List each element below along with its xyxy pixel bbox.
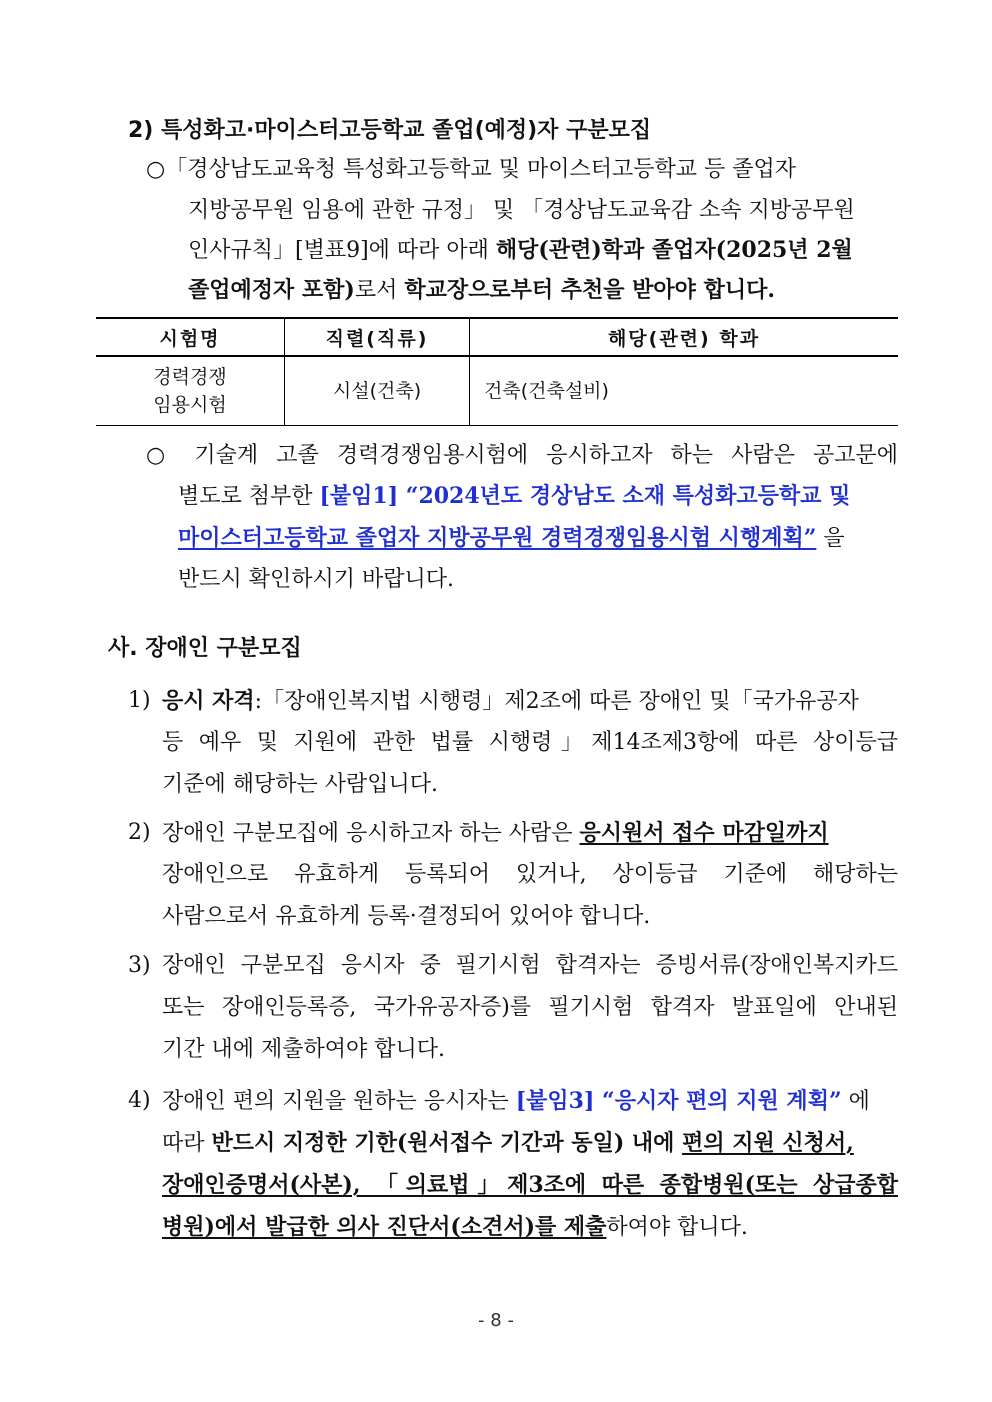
item2-number: 2): [128, 820, 151, 845]
subsection-title: 2) 특성화고·마이스터고등학교 졸업(예정)자 구분모집: [128, 118, 652, 143]
department-table: [96, 317, 898, 426]
item1-number: 1): [128, 688, 151, 713]
table-header: 해당(관련) 학과: [470, 318, 899, 356]
para2-line2: [178, 481, 850, 512]
item4-line2: [162, 1128, 854, 1159]
para2-text: 을: [816, 526, 845, 551]
item2-line1: [162, 818, 829, 849]
item4-text: 따라: [162, 1131, 212, 1156]
para1-text: 인사규칙」[별표9]에 따라 아래: [188, 238, 496, 263]
cell-text: 경력경쟁: [153, 366, 227, 388]
item4-underline: 편의 지원 신청서,: [682, 1130, 854, 1156]
section-title: 사. 장애인 구분모집: [108, 636, 302, 661]
para1-bold: 졸업예정자 포함): [188, 277, 355, 303]
para2-line3: [178, 523, 845, 554]
item2-line2: 장애인으로 유효하게 등록되어 있거나, 상이등급 기준에 해당하는: [162, 862, 898, 887]
table-header-row: [96, 318, 898, 356]
item4-line1: [162, 1086, 870, 1117]
item3-line1: 장애인 구분모집 응시자 중 필기시험 합격자는 증빙서류(장애인복지카드: [162, 953, 898, 978]
para1-line3: [188, 235, 853, 266]
item4-line3: 장애인증명서(사본), 「의료법」제3조에 따른 종합병원(또는 상급종합: [162, 1172, 898, 1198]
item1-text: :「장애인복지법 시행령」제2조에 따른 장애인 및「국가유공자: [254, 689, 859, 714]
item2-text: 장애인 구분모집에 응시하고자 하는 사람은: [162, 821, 580, 846]
table-row: [96, 356, 898, 426]
item4-text: 장애인 편의 지원을 원하는 응시자는: [162, 1089, 516, 1114]
item1-line2: 등 예우 및 지원에 관한 법률 시행령」제14조제3항에 따른 상이등급: [162, 730, 898, 755]
para2-line1: ○ 기술계 고졸 경력경쟁임용시험에 응시하고자 하는 사람은 공고문에: [146, 443, 898, 468]
para2-text: 별도로 첨부한: [178, 484, 320, 509]
attachment1-link[interactable]: 마이스터고등학교 졸업자 지방공무원 경력경쟁임용시험 시행계획”: [178, 525, 817, 551]
table-cell-dept: 건축(건축설비): [470, 356, 899, 426]
para1-text: 로서: [354, 278, 405, 303]
attachment3-ref: [붙임3] “응시자 편의 지원 계획”: [515, 1088, 842, 1114]
para1-text: ○「경상남도교육청 특성화고등학교 및 마이스터고등학교 등 졸업자: [146, 157, 796, 182]
cell-text: 임용시험: [153, 394, 227, 416]
item2-line3: 사람으로서 유효하게 등록·결정되어 있어야 합니다.: [162, 904, 651, 929]
item3-number: 3): [128, 953, 151, 978]
para1-line1: [146, 155, 898, 185]
table-cell-series: 시설(건축): [285, 356, 470, 426]
para1-line2: 지방공무원 임용에 관한 규정」 및 「경상남도교육감 소속 지방공무원: [188, 198, 855, 223]
item4-line4: [162, 1212, 748, 1243]
item3-line3: 기간 내에 제출하여야 합니다.: [162, 1037, 445, 1062]
para1-line4: [188, 275, 775, 306]
para2-line4: 반드시 확인하시기 바랍니다.: [178, 567, 455, 592]
para1-bold: 해당(관련)학과 졸업자(2025년 2월: [495, 237, 853, 263]
table-header: 직렬(직류): [285, 318, 470, 356]
attachment1-ref: [붙임1] “2024년도 경상남도 소재 특성화고등학교 및: [319, 483, 851, 509]
page-number: - 8 -: [478, 1310, 514, 1331]
item1-line1: [162, 686, 859, 717]
item3-line2: 또는 장애인등록증, 국가유공자증)를 필기시험 합격자 발표일에 안내된: [162, 995, 898, 1020]
item1-line3: 기준에 해당하는 사람입니다.: [162, 772, 439, 797]
para1-bold: 학교장으로부터 추천을 받아야 합니다.: [404, 277, 776, 303]
item1-label: 응시 자격: [162, 688, 255, 714]
item4-text: 하여야 합니다.: [606, 1215, 748, 1240]
item2-deadline: 응시원서 접수 마감일까지: [579, 820, 829, 846]
table-cell-exam: [96, 356, 285, 426]
item4-number: 4): [128, 1088, 151, 1113]
item4-underline: 병원)에서 발급한 의사 진단서(소견서)를 제출: [162, 1214, 607, 1240]
table-header: 시험명: [96, 318, 285, 356]
item4-bold: 반드시 지정한 기한(원서접수 기간과 동일) 내에: [211, 1130, 683, 1156]
item4-text: 에: [841, 1089, 870, 1114]
